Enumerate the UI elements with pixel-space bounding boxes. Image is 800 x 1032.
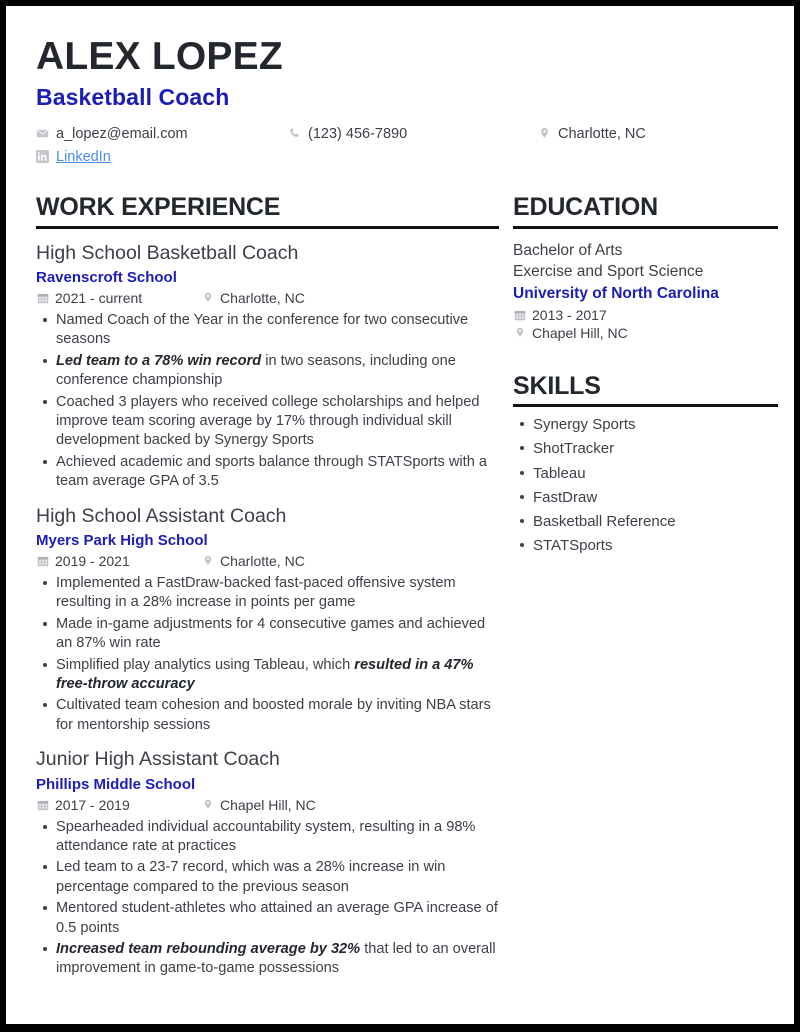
sidebar <box>513 194 778 561</box>
map-pin-icon <box>513 326 526 339</box>
job-role: High School Basketball Coach <box>36 241 299 264</box>
job-role: High School Assistant Coach <box>36 504 287 527</box>
map-pin-icon <box>201 798 214 811</box>
envelope-icon <box>36 127 49 140</box>
education-field: Exercise and Sport Science <box>513 263 704 281</box>
education-school: University of North Carolina <box>513 284 719 302</box>
calendar-icon <box>36 554 49 567</box>
job-dates-text: 2017 - 2019 <box>55 796 130 813</box>
job-organization: Myers Park High School <box>36 531 208 549</box>
job-entry <box>36 747 499 979</box>
section-divider <box>513 404 778 407</box>
list-item: Achieved academic and sports balance through STATSports with a team average GPA of 3.5 <box>36 453 499 492</box>
contact-linkedin[interactable] <box>36 149 288 165</box>
list-item: STATSports <box>513 536 778 556</box>
section-heading-work: WORK EXPERIENCE <box>36 193 281 222</box>
list-item: Mentored student-athletes who attained an average GPA increase of 0.5 points <box>36 899 499 938</box>
phone-icon <box>288 127 301 140</box>
job-title: Basketball Coach <box>36 84 230 111</box>
job-bullets <box>36 818 499 979</box>
section-heading-skills: SKILLS <box>513 371 601 400</box>
email-text: a_lopez@email.com <box>56 125 188 142</box>
job-location-text: Charlotte, NC <box>220 552 305 569</box>
map-pin-icon <box>201 554 214 567</box>
education-dates-text: 2013 - 2017 <box>532 306 607 323</box>
map-pin-icon <box>201 291 214 304</box>
skills-section <box>513 373 778 557</box>
education-location <box>513 325 778 341</box>
list-item: Named Coach of the Year in the conference for two consecutive seasons <box>36 311 499 350</box>
list-item: ShotTracker <box>513 439 778 459</box>
list-item: Increased team rebounding average by 32% that led to an overall improvement in game-to-game possessions <box>36 940 499 979</box>
contact-row <box>36 145 768 168</box>
education-entry <box>513 240 778 341</box>
job-organization: Phillips Middle School <box>36 775 196 793</box>
job-bullets <box>36 311 499 492</box>
calendar-icon <box>36 798 49 811</box>
resume-header <box>36 36 768 168</box>
job-meta <box>36 797 499 813</box>
education-section <box>513 194 778 341</box>
list-item: Spearheaded individual accountability system, resulting in a 98% attendance rate at practices <box>36 818 499 857</box>
list-item: Made in-game adjustments for 4 consecutive games and achieved an 87% win rate <box>36 615 499 654</box>
job-bullets <box>36 574 499 735</box>
job-dates-text: 2021 - current <box>55 289 143 306</box>
education-degree: Bachelor of Arts <box>513 241 623 259</box>
contact-location <box>538 126 646 142</box>
contact-info <box>36 122 768 168</box>
section-divider <box>513 226 778 229</box>
list-item: Synergy Sports <box>513 415 778 435</box>
phone-text: (123) 456-7890 <box>308 125 408 142</box>
education-location-text: Chapel Hill, NC <box>532 324 628 341</box>
job-organization: Ravenscroft School <box>36 268 177 286</box>
job-role: Junior High Assistant Coach <box>36 748 280 771</box>
job-location <box>201 290 305 306</box>
list-item: FastDraw <box>513 488 778 508</box>
list-item: Simplified play analytics using Tableau, which resulted in a 47% free-throw accuracy <box>36 656 499 695</box>
skills-list <box>513 415 778 557</box>
job-location <box>201 797 316 813</box>
job-entry <box>36 241 499 492</box>
calendar-icon <box>36 291 49 304</box>
work-experience-section <box>36 194 499 981</box>
list-item: Led team to a 23-7 record, which was a 28% increase in win percentage compared to the previous season <box>36 858 499 897</box>
job-dates <box>36 290 201 306</box>
resume-page <box>6 6 794 1024</box>
job-meta <box>36 553 499 569</box>
section-divider <box>36 226 499 229</box>
section-heading-education: EDUCATION <box>513 193 658 222</box>
list-item: Cultivated team cohesion and boosted morale by inviting NBA stars for mentorship sessions <box>36 696 499 735</box>
job-dates-text: 2019 - 2021 <box>55 552 130 569</box>
list-item: Coached 3 players who received college scholarships and helped improve team scoring average by 17% through individual skill development backed by Synergy Sports <box>36 393 499 451</box>
calendar-icon <box>513 308 526 321</box>
contact-email[interactable] <box>36 126 288 142</box>
list-item: Led team to a 78% win record in two seasons, including one conference championship <box>36 352 499 391</box>
job-entry <box>36 504 499 736</box>
job-dates <box>36 797 201 813</box>
list-item: Basketball Reference <box>513 512 778 532</box>
list-item: Implemented a FastDraw-backed fast-paced offensive system resulting in a 28% increase in points per game <box>36 574 499 613</box>
job-location-text: Chapel Hill, NC <box>220 796 316 813</box>
job-location <box>201 553 305 569</box>
list-item: Tableau <box>513 464 778 484</box>
contact-row <box>36 122 768 145</box>
page-title: ALEX LOPEZ <box>36 35 283 78</box>
map-pin-icon <box>538 127 551 140</box>
job-meta <box>36 290 499 306</box>
job-dates <box>36 553 201 569</box>
education-dates <box>513 307 778 323</box>
job-location-text: Charlotte, NC <box>220 289 305 306</box>
location-text: Charlotte, NC <box>558 125 646 142</box>
linkedin-link[interactable]: LinkedIn <box>56 148 111 165</box>
contact-phone[interactable] <box>288 126 538 142</box>
linkedin-icon <box>36 150 49 163</box>
